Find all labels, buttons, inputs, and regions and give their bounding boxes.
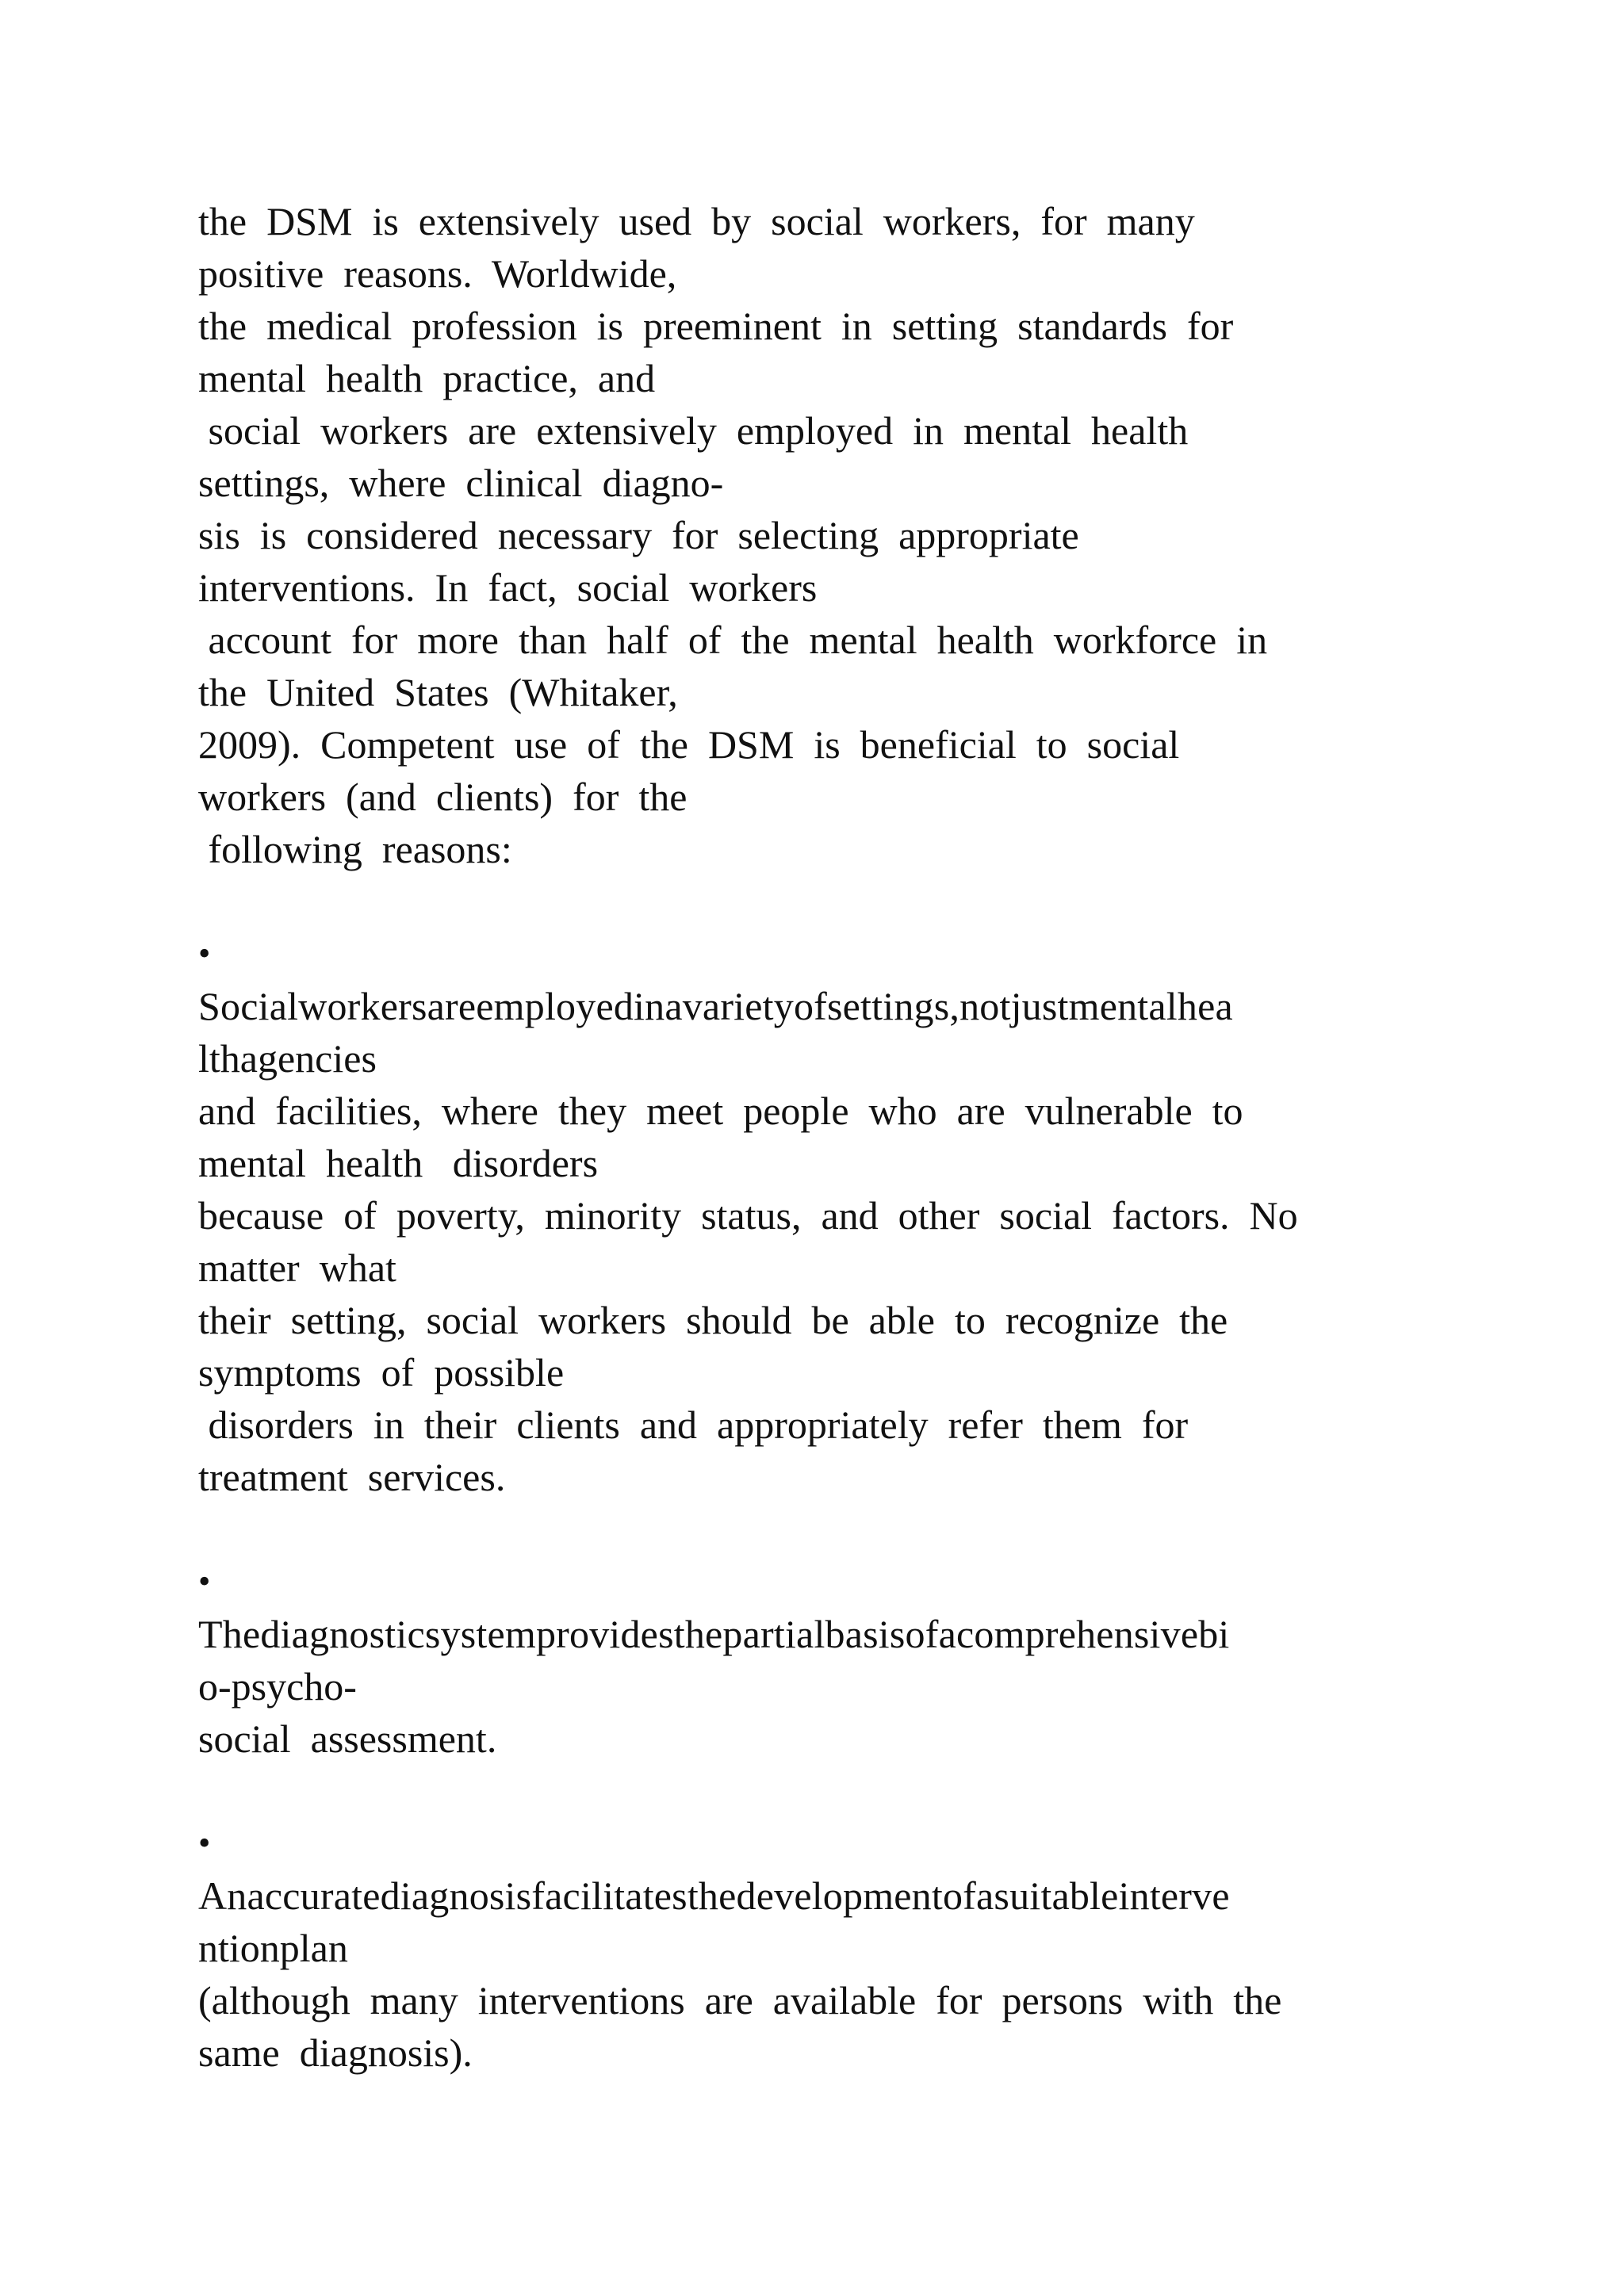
text-line: symptoms of possible bbox=[198, 1350, 565, 1395]
text-line: disorders in their clients and appropriately refer them for bbox=[198, 1402, 1189, 1447]
text-line: the DSM is extensively used by social workers, for many bbox=[198, 199, 1195, 243]
text-line: the medical profession is preeminent in setting standards for bbox=[198, 304, 1234, 348]
text-line: Socialworkersareemployedinavarietyofsettings,notjustmentalhea bbox=[198, 984, 1233, 1028]
text-line: social workers are extensively employed in mental health bbox=[198, 408, 1189, 453]
text-line: because of poverty, minority status, and other social factors. No bbox=[198, 1193, 1298, 1238]
text-line: account for more than half of the mental health workforce in bbox=[198, 618, 1268, 662]
paragraph-gap bbox=[198, 875, 1546, 928]
text-line: the United States (Whitaker, bbox=[198, 670, 678, 714]
bullet-icon: • bbox=[198, 1562, 211, 1601]
bullet-icon: • bbox=[198, 1823, 211, 1862]
text-line: lthagencies bbox=[198, 1036, 377, 1081]
text-line: 2009). Competent use of the DSM is beneficial to social bbox=[198, 722, 1180, 767]
text-line: interventions. In fact, social workers bbox=[198, 565, 818, 610]
text-line: mental health disorders bbox=[198, 1141, 599, 1185]
bullet-item-2 bbox=[198, 1556, 1546, 1765]
text-line: treatment services. bbox=[198, 1455, 506, 1499]
paragraph-intro bbox=[198, 195, 1546, 875]
text-line: positive reasons. Worldwide, bbox=[198, 251, 677, 296]
text-line: (although many interventions are available for persons with the bbox=[198, 1978, 1282, 2022]
document-body bbox=[198, 195, 1546, 2079]
text-line: o-psycho- bbox=[198, 1664, 357, 1709]
text-line: matter what bbox=[198, 1246, 396, 1290]
text-line: same diagnosis). bbox=[198, 2030, 473, 2075]
text-line: following reasons: bbox=[198, 827, 512, 871]
bullet-item-3 bbox=[198, 1817, 1546, 2079]
bullet-icon: • bbox=[198, 934, 211, 973]
text-line: workers (and clients) for the bbox=[198, 775, 688, 819]
text-line: and facilities, where they meet people who are vulnerable to bbox=[198, 1089, 1243, 1133]
text-line: Thediagnosticsystemprovidesthepartialbasisofacomprehensivebi bbox=[198, 1612, 1230, 1656]
paragraph-gap bbox=[198, 1503, 1546, 1556]
text-line: social assessment. bbox=[198, 1716, 497, 1761]
text-line: settings, where clinical diagno- bbox=[198, 461, 724, 505]
text-line: Anaccuratediagnosisfacilitatesthedevelopmentofasuitableinterve bbox=[198, 1873, 1230, 1918]
bullet-item-1 bbox=[198, 928, 1546, 1503]
text-line: sis is considered necessary for selecting appropriate bbox=[198, 513, 1079, 557]
text-line: mental health practice, and bbox=[198, 356, 656, 400]
paragraph-gap bbox=[198, 1765, 1546, 1817]
text-line: ntionplan bbox=[198, 1926, 348, 1970]
text-line: their setting, social workers should be able to recognize the bbox=[198, 1298, 1228, 1342]
